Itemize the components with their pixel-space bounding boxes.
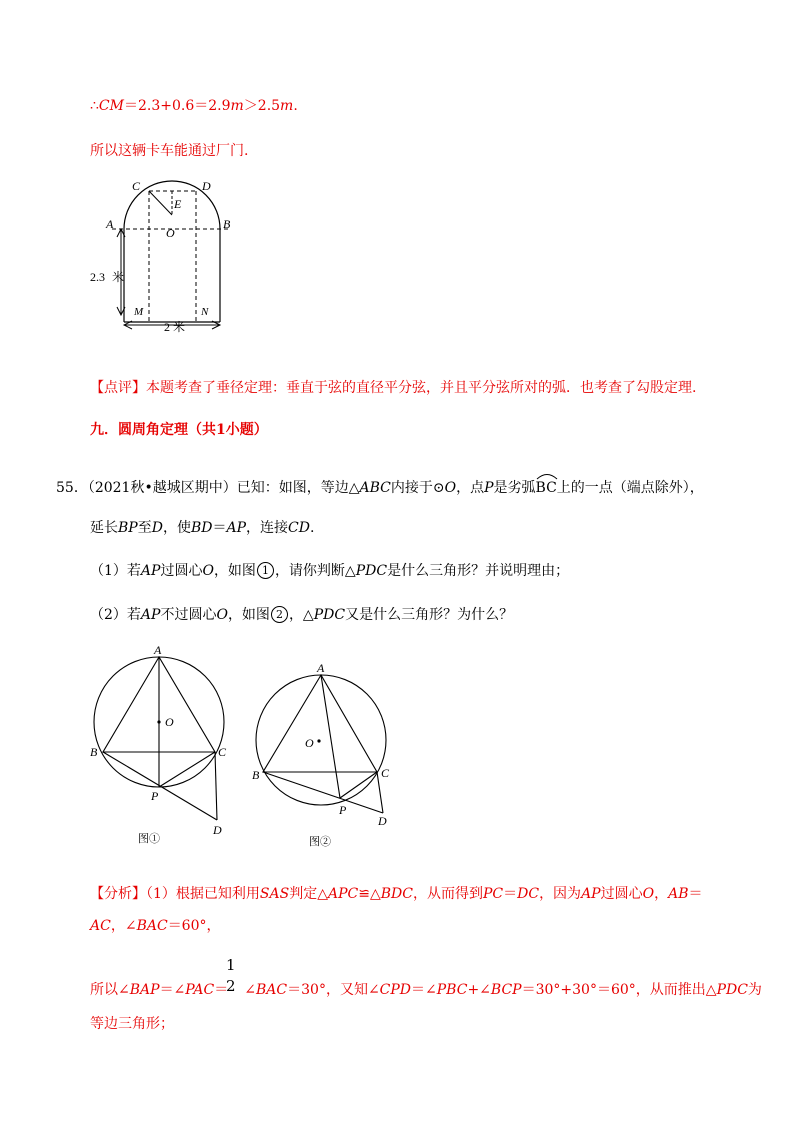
height-unit: 米 — [112, 270, 125, 284]
var-ab: AB — [668, 886, 689, 902]
var-ap: AP — [581, 886, 601, 902]
var-o: O — [444, 480, 457, 496]
height-value: 2.3 — [90, 270, 105, 284]
label-m: M — [134, 306, 144, 318]
comparison: ＞2.5 — [243, 98, 281, 114]
text: ＝ — [503, 886, 518, 902]
figure-2 — [247, 655, 427, 865]
text: ，如图 — [213, 563, 256, 579]
text: 所以∠ — [90, 982, 130, 998]
label-b: B — [252, 768, 260, 782]
section-title: 九．圆周角定理（共1小题） — [90, 422, 268, 438]
label-d: D — [202, 179, 211, 193]
var-cpd: CPD — [379, 982, 412, 998]
label-d: D — [213, 823, 222, 837]
segment-ap — [321, 675, 340, 798]
arc-label: BC — [535, 480, 557, 496]
var-sas: SAS — [259, 886, 290, 902]
text: 已知：如图，等边△ — [236, 480, 360, 496]
var-pbc: PBC — [436, 982, 468, 998]
text: 又是什么三角形？为什么？ — [345, 607, 514, 623]
text: ＝ — [212, 520, 227, 536]
unit-m: m — [280, 98, 294, 114]
text: 【分析】（1）根据已知利用 — [90, 886, 260, 902]
label-c: C — [132, 179, 141, 193]
text: ，∠ — [110, 918, 137, 934]
analysis-line-4: 等边三角形； — [90, 1016, 174, 1032]
var-bcp: BCP — [490, 982, 522, 998]
label-b: B — [223, 217, 231, 231]
var-pdc: PDC — [716, 982, 748, 998]
label-o: O — [166, 226, 175, 240]
problem-source: （2021秋•越城区期中） — [87, 480, 237, 496]
fraction-denominator: 2 — [226, 977, 236, 995]
text: 为 — [747, 982, 762, 998]
label-e: E — [174, 197, 182, 211]
text: 内接于⊙ — [390, 480, 445, 496]
segment-co — [149, 191, 172, 215]
text: 是什么三角形？并说明理由； — [387, 563, 570, 579]
var-o: O — [642, 886, 655, 902]
width-unit: 米 — [173, 320, 186, 334]
arc-bc — [536, 478, 557, 498]
text: ＝ — [688, 886, 703, 902]
var-abc: ABC — [359, 480, 391, 496]
text: 过圆心 — [160, 563, 203, 579]
figure-1 — [86, 640, 266, 850]
text: ，请你判断△ — [274, 563, 356, 579]
var-ap: AP — [226, 520, 246, 536]
text: . — [309, 520, 315, 536]
problem-line-1 — [56, 478, 704, 498]
segment-bd — [263, 772, 383, 813]
text: （2）若 — [90, 607, 141, 623]
var-bap: BAP — [129, 982, 160, 998]
cm-equation — [90, 96, 298, 116]
text: 是劣弧 — [493, 480, 536, 496]
circle-o — [256, 675, 386, 805]
conclusion-text: 所以这辆卡车能通过厂门. — [90, 143, 249, 159]
text: ， — [654, 886, 669, 902]
label-a: A — [106, 217, 114, 231]
var-ap: AP — [140, 563, 161, 579]
label-b: B — [90, 745, 98, 759]
label-a: A — [154, 643, 162, 657]
var-o: O — [216, 607, 228, 623]
segment-cd — [215, 752, 217, 820]
segment-cp — [159, 752, 215, 787]
var-bd: BD — [190, 520, 213, 536]
center-dot — [157, 720, 160, 723]
text: 不过圆心 — [160, 607, 217, 623]
therefore-sign: ∴ — [90, 98, 99, 114]
segment-cp — [340, 772, 377, 798]
text: ＝60°， — [167, 918, 221, 934]
text: ＝30°，又知∠ — [287, 982, 380, 998]
var-pac: PAC — [185, 982, 215, 998]
text: ＝∠ — [159, 982, 186, 998]
analysis-line-1 — [90, 884, 702, 904]
text: ，使 — [162, 520, 191, 536]
var-pc: PC — [482, 886, 504, 902]
analysis-line-2 — [90, 916, 221, 936]
label-p: P — [151, 789, 159, 803]
var-bac: BAC — [136, 918, 168, 934]
var-dc: DC — [517, 886, 540, 902]
analysis-line-3 — [90, 980, 762, 1000]
text: ＝ — [214, 982, 229, 998]
label-c: C — [218, 745, 227, 759]
label-p: P — [339, 803, 347, 817]
text: ，△ — [288, 607, 314, 623]
text: +∠ — [467, 982, 491, 998]
figure-ref-1: 1 — [257, 562, 274, 579]
figure-ref-2: 2 — [271, 606, 288, 623]
text: ≌△ — [358, 886, 381, 902]
label-n: N — [201, 306, 209, 318]
period: . — [293, 98, 298, 114]
text: ∠ — [244, 982, 256, 998]
var-d: D — [151, 520, 163, 536]
figure-1-caption: 图① — [138, 833, 160, 845]
var-cm: CM — [98, 98, 124, 114]
text: ，从而得到 — [412, 886, 483, 902]
text: ＝∠ — [411, 982, 437, 998]
text: 上的一点（端点除外）， — [556, 480, 704, 496]
gate-figure — [88, 177, 248, 337]
text: 延长 — [90, 520, 118, 536]
fraction-numerator: 1 — [226, 956, 236, 974]
var-ac: AC — [90, 918, 111, 934]
text: （1）若 — [90, 563, 141, 579]
problem-line-2 — [90, 518, 314, 538]
var-bac: BAC — [256, 982, 288, 998]
var-apc: APC — [328, 886, 359, 902]
center-dot — [317, 739, 320, 742]
cm-expression: ＝2.3+0.6＝2.9 — [123, 98, 231, 114]
var-bp: BP — [118, 520, 138, 536]
comment-text: 【点评】本题考查了垂径定理：垂直于弦的直径平分弦，并且平分弦所对的弧．也考查了勾股定理. — [90, 380, 697, 396]
text: 过圆心 — [600, 886, 643, 902]
text: ，因为 — [539, 886, 582, 902]
var-p: P — [484, 480, 494, 496]
problem-number: 55． — [56, 480, 88, 496]
label-o: O — [165, 715, 174, 729]
width-value: 2 — [164, 320, 170, 334]
text: 至 — [137, 520, 152, 536]
var-pdc: PDC — [313, 607, 346, 623]
text: ，点 — [456, 480, 485, 496]
label-c: C — [381, 766, 390, 780]
text: ，连接 — [246, 520, 288, 536]
text: 判定△ — [289, 886, 328, 902]
text: ＝30°+30°＝60°，从而推出△ — [521, 982, 717, 998]
question-1 — [90, 561, 569, 581]
figure-2-caption: 图② — [309, 836, 331, 848]
question-2 — [90, 605, 513, 625]
var-cd: CD — [288, 520, 310, 536]
var-ap: AP — [140, 607, 161, 623]
unit-m: m — [230, 98, 244, 114]
label-d: D — [378, 814, 387, 828]
text: ，如图 — [227, 607, 270, 623]
var-bdc: BDC — [380, 886, 413, 902]
var-o: O — [202, 563, 214, 579]
label-a: A — [317, 661, 325, 675]
label-o: O — [305, 736, 314, 750]
var-pdc: PDC — [355, 563, 388, 579]
